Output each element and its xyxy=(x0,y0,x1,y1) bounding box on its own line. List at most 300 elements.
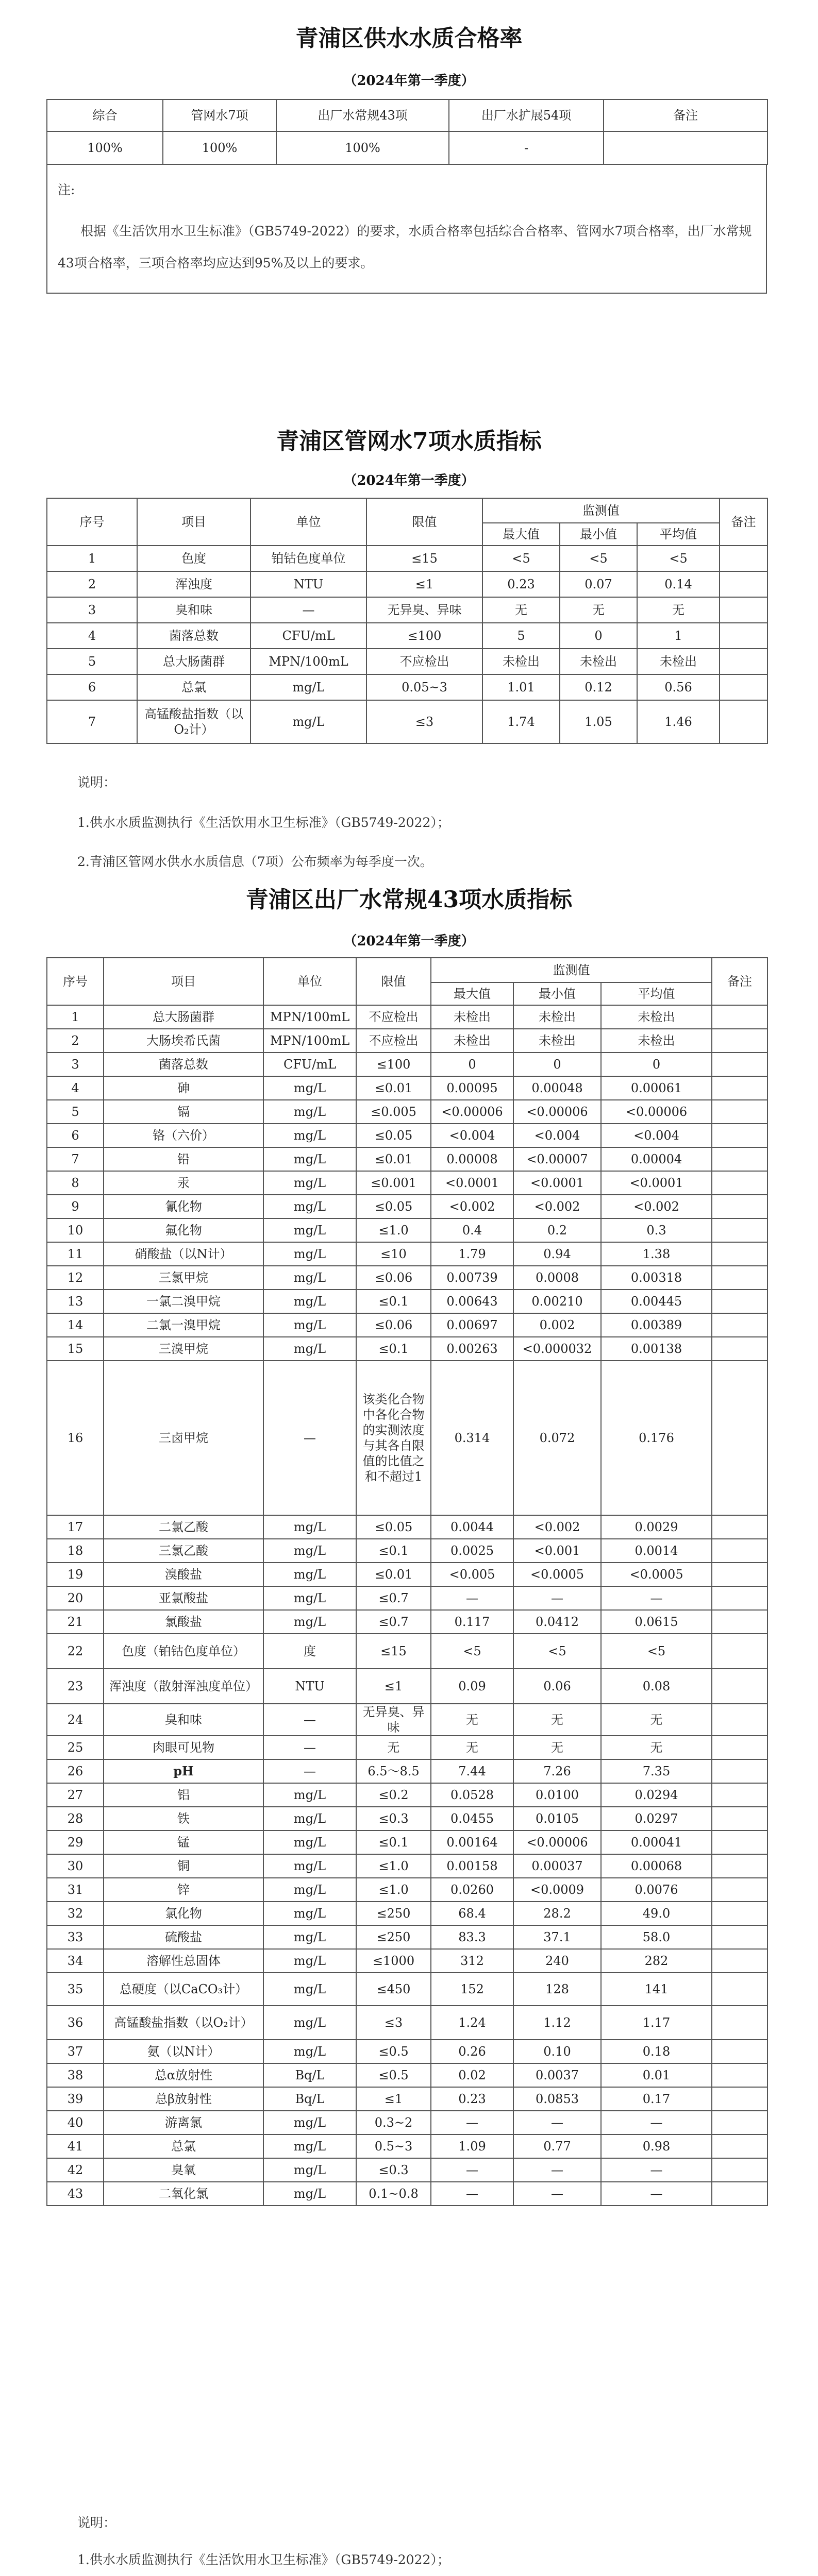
cell-unit: mg/L xyxy=(263,1807,356,1831)
cell-min: 0.00048 xyxy=(513,1076,601,1100)
cell-no: 1 xyxy=(47,546,137,571)
s3-header-unit: 单位 xyxy=(263,958,356,1005)
cell-avg: 未检出 xyxy=(637,649,720,674)
cell-limit: ≤0.01 xyxy=(356,1147,431,1171)
cell-no: 6 xyxy=(47,1124,104,1147)
cell-min: 0.77 xyxy=(513,2134,601,2158)
cell-min: 0.10 xyxy=(513,2040,601,2063)
cell-limit: ≤0.1 xyxy=(356,1290,431,1313)
cell-min: <5 xyxy=(513,1634,601,1669)
cell-limit: ≤1.0 xyxy=(356,1878,431,1902)
s1-value: 100% xyxy=(276,131,449,164)
cell-item: 硝酸盐（以N计） xyxy=(104,1242,263,1266)
cell-limit: ≤0.05 xyxy=(356,1124,431,1147)
s2-header-min: 最小值 xyxy=(560,523,637,546)
cell-note xyxy=(720,700,767,743)
table-row xyxy=(47,2087,767,2111)
cell-item: 高锰酸盐指数（以O₂计） xyxy=(137,700,251,743)
cell-note xyxy=(720,597,767,623)
cell-note xyxy=(720,623,767,649)
cell-no: 4 xyxy=(47,623,137,649)
s1-header: 备注 xyxy=(604,99,767,131)
cell-note xyxy=(712,1973,767,2006)
cell-item: 二氧化氯 xyxy=(104,2182,263,2206)
cell-item: 总β放射性 xyxy=(104,2087,263,2111)
table-row xyxy=(47,1902,767,1925)
table-row xyxy=(47,1949,767,1973)
cell-min: <0.002 xyxy=(513,1195,601,1218)
table-row xyxy=(47,1147,767,1171)
cell-note xyxy=(712,1337,767,1361)
s1-note-text: 根据《生活饮用水卫生标准》（GB5749-2022）的要求，水质合格率包括综合合格率、管网水7项合格率，出厂水常规43项合格率，三项合格率均应达到95%及以上的要求。 xyxy=(58,224,752,270)
cell-no: 2 xyxy=(47,571,137,597)
cell-min: 0.00210 xyxy=(513,1290,601,1313)
cell-limit: ≤0.1 xyxy=(356,1539,431,1563)
cell-item: 浑浊度（散射浑浊度单位） xyxy=(104,1669,263,1704)
cell-avg: 0.176 xyxy=(601,1361,712,1515)
cell-avg: 无 xyxy=(601,1704,712,1736)
cell-item: 锌 xyxy=(104,1878,263,1902)
cell-note xyxy=(712,2040,767,2063)
cell-avg: — xyxy=(601,2182,712,2206)
cell-note xyxy=(712,1171,767,1195)
s3-note-1: 1.供水水质监测执行《生活饮用水卫生标准》（GB5749-2022）； xyxy=(77,2552,450,2567)
cell-avg: 0.14 xyxy=(637,571,720,597)
cell-unit: mg/L xyxy=(263,1515,356,1539)
cell-max: 0.314 xyxy=(431,1361,513,1515)
cell-avg: 无 xyxy=(601,1736,712,1759)
cell-unit: mg/L xyxy=(263,2158,356,2182)
table-row xyxy=(47,1736,767,1759)
cell-item: 菌落总数 xyxy=(104,1053,263,1076)
s1-value: 100% xyxy=(163,131,276,164)
cell-limit: 6.5～8.5 xyxy=(356,1759,431,1783)
cell-unit: mg/L xyxy=(263,1290,356,1313)
table-row xyxy=(47,1807,767,1831)
cell-min: 无 xyxy=(513,1704,601,1736)
cell-min: <0.00006 xyxy=(513,1100,601,1124)
cell-max: 0.00164 xyxy=(431,1831,513,1854)
cell-min: <0.0009 xyxy=(513,1878,601,1902)
cell-item: 砷 xyxy=(104,1076,263,1100)
table-row xyxy=(47,1539,767,1563)
cell-max: 0.0044 xyxy=(431,1515,513,1539)
cell-note xyxy=(712,1610,767,1634)
s2-header-limit: 限值 xyxy=(366,498,482,546)
s1-header: 综合 xyxy=(47,99,163,131)
cell-max: <0.002 xyxy=(431,1195,513,1218)
cell-no: 36 xyxy=(47,2006,104,2040)
cell-max: 7.44 xyxy=(431,1759,513,1783)
s2-header-unit: 单位 xyxy=(251,498,366,546)
cell-min: 0.0100 xyxy=(513,1783,601,1807)
cell-limit: 0.5~3 xyxy=(356,2134,431,2158)
cell-max: 0.23 xyxy=(431,2087,513,2111)
cell-min: 28.2 xyxy=(513,1902,601,1925)
cell-item: 浑浊度 xyxy=(137,571,251,597)
cell-unit: mg/L xyxy=(263,2134,356,2158)
cell-note xyxy=(712,1807,767,1831)
cell-no: 10 xyxy=(47,1218,104,1242)
cell-avg: 0.0014 xyxy=(601,1539,712,1563)
cell-unit: mg/L xyxy=(263,2182,356,2206)
cell-no: 23 xyxy=(47,1669,104,1704)
s1-value xyxy=(604,131,767,164)
s1-header: 出厂水扩展54项 xyxy=(449,99,604,131)
cell-item: 总大肠菌群 xyxy=(137,649,251,674)
cell-min: 0.12 xyxy=(560,674,637,700)
cell-note xyxy=(712,1195,767,1218)
cell-limit: ≤0.7 xyxy=(356,1586,431,1610)
cell-no: 30 xyxy=(47,1854,104,1878)
cell-min: <0.00007 xyxy=(513,1147,601,1171)
cell-no: 31 xyxy=(47,1878,104,1902)
cell-avg: 0.0615 xyxy=(601,1610,712,1634)
s3-title: 青浦区出厂水常规43项水质指标 xyxy=(245,887,573,913)
cell-min: <0.002 xyxy=(513,1515,601,1539)
cell-avg: 0.18 xyxy=(601,2040,712,2063)
cell-note xyxy=(712,1076,767,1100)
cell-note xyxy=(712,1029,767,1053)
cell-max: 0.00263 xyxy=(431,1337,513,1361)
s2-header-monitor: 监测值 xyxy=(482,498,720,523)
table-row xyxy=(47,1313,767,1337)
cell-min: 0.07 xyxy=(560,571,637,597)
cell-no: 3 xyxy=(47,597,137,623)
cell-limit: ≤3 xyxy=(366,700,482,743)
table-row xyxy=(47,1005,767,1029)
s1-header: 出厂水常规43项 xyxy=(276,99,449,131)
cell-no: 40 xyxy=(47,2111,104,2134)
cell-min: 0.0037 xyxy=(513,2063,601,2087)
cell-no: 43 xyxy=(47,2182,104,2206)
cell-note xyxy=(712,1831,767,1854)
cell-max: 83.3 xyxy=(431,1925,513,1949)
cell-item: 镉 xyxy=(104,1100,263,1124)
table-row xyxy=(47,1195,767,1218)
cell-min: 1.05 xyxy=(560,700,637,743)
cell-unit: CFU/mL xyxy=(263,1053,356,1076)
s3-table xyxy=(46,957,768,2206)
cell-unit: Bq/L xyxy=(263,2087,356,2111)
cell-unit: — xyxy=(263,1361,356,1515)
cell-item: 氨（以N计） xyxy=(104,2040,263,2063)
table-row xyxy=(47,1100,767,1124)
cell-avg: 0.0029 xyxy=(601,1515,712,1539)
cell-limit: ≤250 xyxy=(356,1925,431,1949)
cell-note xyxy=(720,546,767,571)
cell-max: — xyxy=(431,2182,513,2206)
cell-unit: mg/L xyxy=(263,1925,356,1949)
cell-note xyxy=(712,1266,767,1290)
cell-item: 总氯 xyxy=(137,674,251,700)
cell-min: 0.002 xyxy=(513,1313,601,1337)
cell-max: 未检出 xyxy=(482,649,560,674)
cell-unit: mg/L xyxy=(263,1539,356,1563)
table-row xyxy=(47,1610,767,1634)
cell-no: 35 xyxy=(47,1973,104,2006)
s3-note-title: 说明： xyxy=(77,2515,116,2530)
cell-item: 铅 xyxy=(104,1147,263,1171)
cell-limit: ≤1.0 xyxy=(356,1218,431,1242)
cell-unit: — xyxy=(263,1704,356,1736)
s2-subtitle: （2024年第一季度） xyxy=(343,473,475,488)
cell-limit: ≤10 xyxy=(356,1242,431,1266)
cell-item: 三氯乙酸 xyxy=(104,1539,263,1563)
cell-item: 溴酸盐 xyxy=(104,1563,263,1586)
cell-unit: NTU xyxy=(263,1669,356,1704)
cell-unit: mg/L xyxy=(263,1973,356,2006)
cell-unit: mg/L xyxy=(263,1313,356,1337)
cell-no: 5 xyxy=(47,649,137,674)
table-row xyxy=(47,674,767,700)
cell-no: 16 xyxy=(47,1361,104,1515)
s2-note-2: 2.青浦区管网水供水水质信息（7项）公布频率为每季度一次。 xyxy=(77,854,433,869)
cell-unit: mg/L xyxy=(263,2006,356,2040)
cell-unit: mg/L xyxy=(263,1783,356,1807)
cell-unit: mg/L xyxy=(263,2111,356,2134)
cell-item: 总氯 xyxy=(104,2134,263,2158)
cell-no: 5 xyxy=(47,1100,104,1124)
cell-item: 铜 xyxy=(104,1854,263,1878)
cell-note xyxy=(712,1634,767,1669)
s2-note-title: 说明： xyxy=(77,775,116,790)
cell-note xyxy=(712,1704,767,1736)
s3-header-no: 序号 xyxy=(47,958,104,1005)
cell-no: 22 xyxy=(47,1634,104,1669)
cell-no: 8 xyxy=(47,1171,104,1195)
cell-avg: 0.0076 xyxy=(601,1878,712,1902)
cell-item: 游离氯 xyxy=(104,2111,263,2134)
cell-limit: ≤15 xyxy=(366,546,482,571)
s2-header-note: 备注 xyxy=(720,498,767,546)
cell-note xyxy=(712,1515,767,1539)
cell-note xyxy=(712,1218,767,1242)
cell-min: 0.00037 xyxy=(513,1854,601,1878)
cell-note xyxy=(712,1783,767,1807)
cell-min: 0.06 xyxy=(513,1669,601,1704)
cell-avg: <0.004 xyxy=(601,1124,712,1147)
cell-note xyxy=(712,2111,767,2134)
cell-avg: <0.002 xyxy=(601,1195,712,1218)
cell-no: 7 xyxy=(47,1147,104,1171)
cell-limit: ≤0.3 xyxy=(356,2158,431,2182)
cell-note xyxy=(712,2006,767,2040)
cell-min: 无 xyxy=(560,597,637,623)
cell-limit: ≤450 xyxy=(356,1973,431,2006)
cell-no: 12 xyxy=(47,1266,104,1290)
table-row xyxy=(47,1925,767,1949)
cell-note xyxy=(712,1854,767,1878)
s2-header-max: 最大值 xyxy=(482,523,560,546)
cell-no: 1 xyxy=(47,1005,104,1029)
cell-no: 14 xyxy=(47,1313,104,1337)
cell-no: 18 xyxy=(47,1539,104,1563)
cell-unit: mg/L xyxy=(263,1218,356,1242)
cell-min: <5 xyxy=(560,546,637,571)
s1-note-label: 注: xyxy=(58,182,75,197)
table-row xyxy=(47,1171,767,1195)
cell-item: 二氯乙酸 xyxy=(104,1515,263,1539)
cell-limit: ≤0.5 xyxy=(356,2040,431,2063)
table-row xyxy=(47,1218,767,1242)
cell-min: 128 xyxy=(513,1973,601,2006)
cell-max: — xyxy=(431,2111,513,2134)
table-row xyxy=(47,1290,767,1313)
cell-item: 二氯一溴甲烷 xyxy=(104,1313,263,1337)
s3-header-limit: 限值 xyxy=(356,958,431,1005)
cell-unit: mg/L xyxy=(263,1949,356,1973)
cell-min: <0.00006 xyxy=(513,1831,601,1854)
cell-unit: mg/L xyxy=(263,1147,356,1171)
s3-header-avg: 平均值 xyxy=(601,982,712,1005)
cell-avg: 0.01 xyxy=(601,2063,712,2087)
cell-item: 菌落总数 xyxy=(137,623,251,649)
cell-item: 三氯甲烷 xyxy=(104,1266,263,1290)
cell-min: <0.0005 xyxy=(513,1563,601,1586)
cell-max: 1.09 xyxy=(431,2134,513,2158)
s1-value: 100% xyxy=(47,131,163,164)
cell-avg: 0.56 xyxy=(637,674,720,700)
table-row xyxy=(47,2006,767,2040)
cell-no: 6 xyxy=(47,674,137,700)
table-row xyxy=(47,1124,767,1147)
cell-limit: 无 xyxy=(356,1736,431,1759)
cell-note xyxy=(712,1539,767,1563)
cell-avg: 0.00068 xyxy=(601,1854,712,1878)
table-row xyxy=(47,700,767,743)
cell-min: 0.0105 xyxy=(513,1807,601,1831)
s3-header-monitor: 监测值 xyxy=(431,958,712,982)
cell-no: 3 xyxy=(47,1053,104,1076)
cell-no: 24 xyxy=(47,1704,104,1736)
cell-no: 20 xyxy=(47,1586,104,1610)
cell-max: 无 xyxy=(431,1704,513,1736)
cell-unit: — xyxy=(263,1736,356,1759)
cell-unit: 铂钴色度单位 xyxy=(251,546,366,571)
cell-max: 0.09 xyxy=(431,1669,513,1704)
cell-item: 氟化物 xyxy=(104,1218,263,1242)
cell-note xyxy=(712,2063,767,2087)
table-row xyxy=(47,2182,767,2206)
cell-item: 色度（铂钴色度单位） xyxy=(104,1634,263,1669)
cell-avg: 58.0 xyxy=(601,1925,712,1949)
cell-note xyxy=(712,1669,767,1704)
cell-item: 肉眼可见物 xyxy=(104,1736,263,1759)
table-row xyxy=(47,1266,767,1290)
cell-avg: 0.00041 xyxy=(601,1831,712,1854)
cell-no: 11 xyxy=(47,1242,104,1266)
cell-note xyxy=(712,1053,767,1076)
cell-no: 7 xyxy=(47,700,137,743)
cell-min: 0.2 xyxy=(513,1218,601,1242)
s3-header-note: 备注 xyxy=(712,958,767,1005)
cell-max: 0.4 xyxy=(431,1218,513,1242)
cell-item: 大肠埃希氏菌 xyxy=(104,1029,263,1053)
table-row xyxy=(47,2134,767,2158)
cell-avg: 141 xyxy=(601,1973,712,2006)
cell-note xyxy=(712,1100,767,1124)
cell-min: 7.26 xyxy=(513,1759,601,1783)
table-row xyxy=(47,1831,767,1854)
cell-limit: ≤0.06 xyxy=(356,1266,431,1290)
cell-unit: NTU xyxy=(251,571,366,597)
cell-max: 0.00643 xyxy=(431,1290,513,1313)
cell-max: 0.23 xyxy=(482,571,560,597)
cell-note xyxy=(712,1925,767,1949)
cell-max: <0.00006 xyxy=(431,1100,513,1124)
s1-header: 管网水7项 xyxy=(163,99,276,131)
table-row xyxy=(47,1634,767,1669)
cell-unit: mg/L xyxy=(263,1242,356,1266)
cell-item: 氰化物 xyxy=(104,1195,263,1218)
cell-max: 0.02 xyxy=(431,2063,513,2087)
cell-min: — xyxy=(513,2158,601,2182)
cell-no: 13 xyxy=(47,1290,104,1313)
cell-limit: ≤1.0 xyxy=(356,1854,431,1878)
cell-item: 氯酸盐 xyxy=(104,1610,263,1634)
s2-header-avg: 平均值 xyxy=(637,523,720,546)
cell-max: 0.0528 xyxy=(431,1783,513,1807)
table-row xyxy=(47,571,767,597)
cell-max: 1.01 xyxy=(482,674,560,700)
cell-avg: — xyxy=(601,1586,712,1610)
s3-header-min: 最小值 xyxy=(513,982,601,1005)
cell-unit: mg/L xyxy=(263,1831,356,1854)
cell-no: 41 xyxy=(47,2134,104,2158)
cell-min: 未检出 xyxy=(513,1005,601,1029)
cell-limit: ≤0.3 xyxy=(356,1807,431,1831)
table-row xyxy=(47,2111,767,2134)
cell-avg: 0.00004 xyxy=(601,1147,712,1171)
cell-limit: ≤15 xyxy=(356,1634,431,1669)
cell-avg: <0.0001 xyxy=(601,1171,712,1195)
cell-no: 42 xyxy=(47,2158,104,2182)
cell-max: 1.74 xyxy=(482,700,560,743)
cell-min: 0 xyxy=(513,1053,601,1076)
s2-header-item: 项目 xyxy=(137,498,251,546)
cell-avg: 1.38 xyxy=(601,1242,712,1266)
cell-note xyxy=(712,1563,767,1586)
cell-min: 0.94 xyxy=(513,1242,601,1266)
cell-limit: ≤0.05 xyxy=(356,1515,431,1539)
cell-min: 240 xyxy=(513,1949,601,1973)
table-row xyxy=(47,1053,767,1076)
cell-unit: mg/L xyxy=(263,1902,356,1925)
cell-limit: ≤1 xyxy=(356,2087,431,2111)
cell-avg: 49.0 xyxy=(601,1902,712,1925)
cell-max: 无 xyxy=(482,597,560,623)
cell-avg: 未检出 xyxy=(601,1029,712,1053)
cell-avg: <0.0005 xyxy=(601,1563,712,1586)
table-row xyxy=(47,1669,767,1704)
cell-item: 铁 xyxy=(104,1807,263,1831)
cell-min: <0.0001 xyxy=(513,1171,601,1195)
cell-limit: ≤1000 xyxy=(356,1949,431,1973)
cell-unit: 度 xyxy=(263,1634,356,1669)
table-row xyxy=(47,1586,767,1610)
cell-unit: mg/L xyxy=(263,1076,356,1100)
cell-avg: <5 xyxy=(637,546,720,571)
cell-min: 未检出 xyxy=(513,1029,601,1053)
cell-avg: 0.00445 xyxy=(601,1290,712,1313)
cell-item: 总α放射性 xyxy=(104,2063,263,2087)
cell-no: 32 xyxy=(47,1902,104,1925)
cell-note xyxy=(712,2134,767,2158)
cell-max: 152 xyxy=(431,1973,513,2006)
cell-avg: 未检出 xyxy=(601,1005,712,1029)
cell-note xyxy=(712,2087,767,2111)
